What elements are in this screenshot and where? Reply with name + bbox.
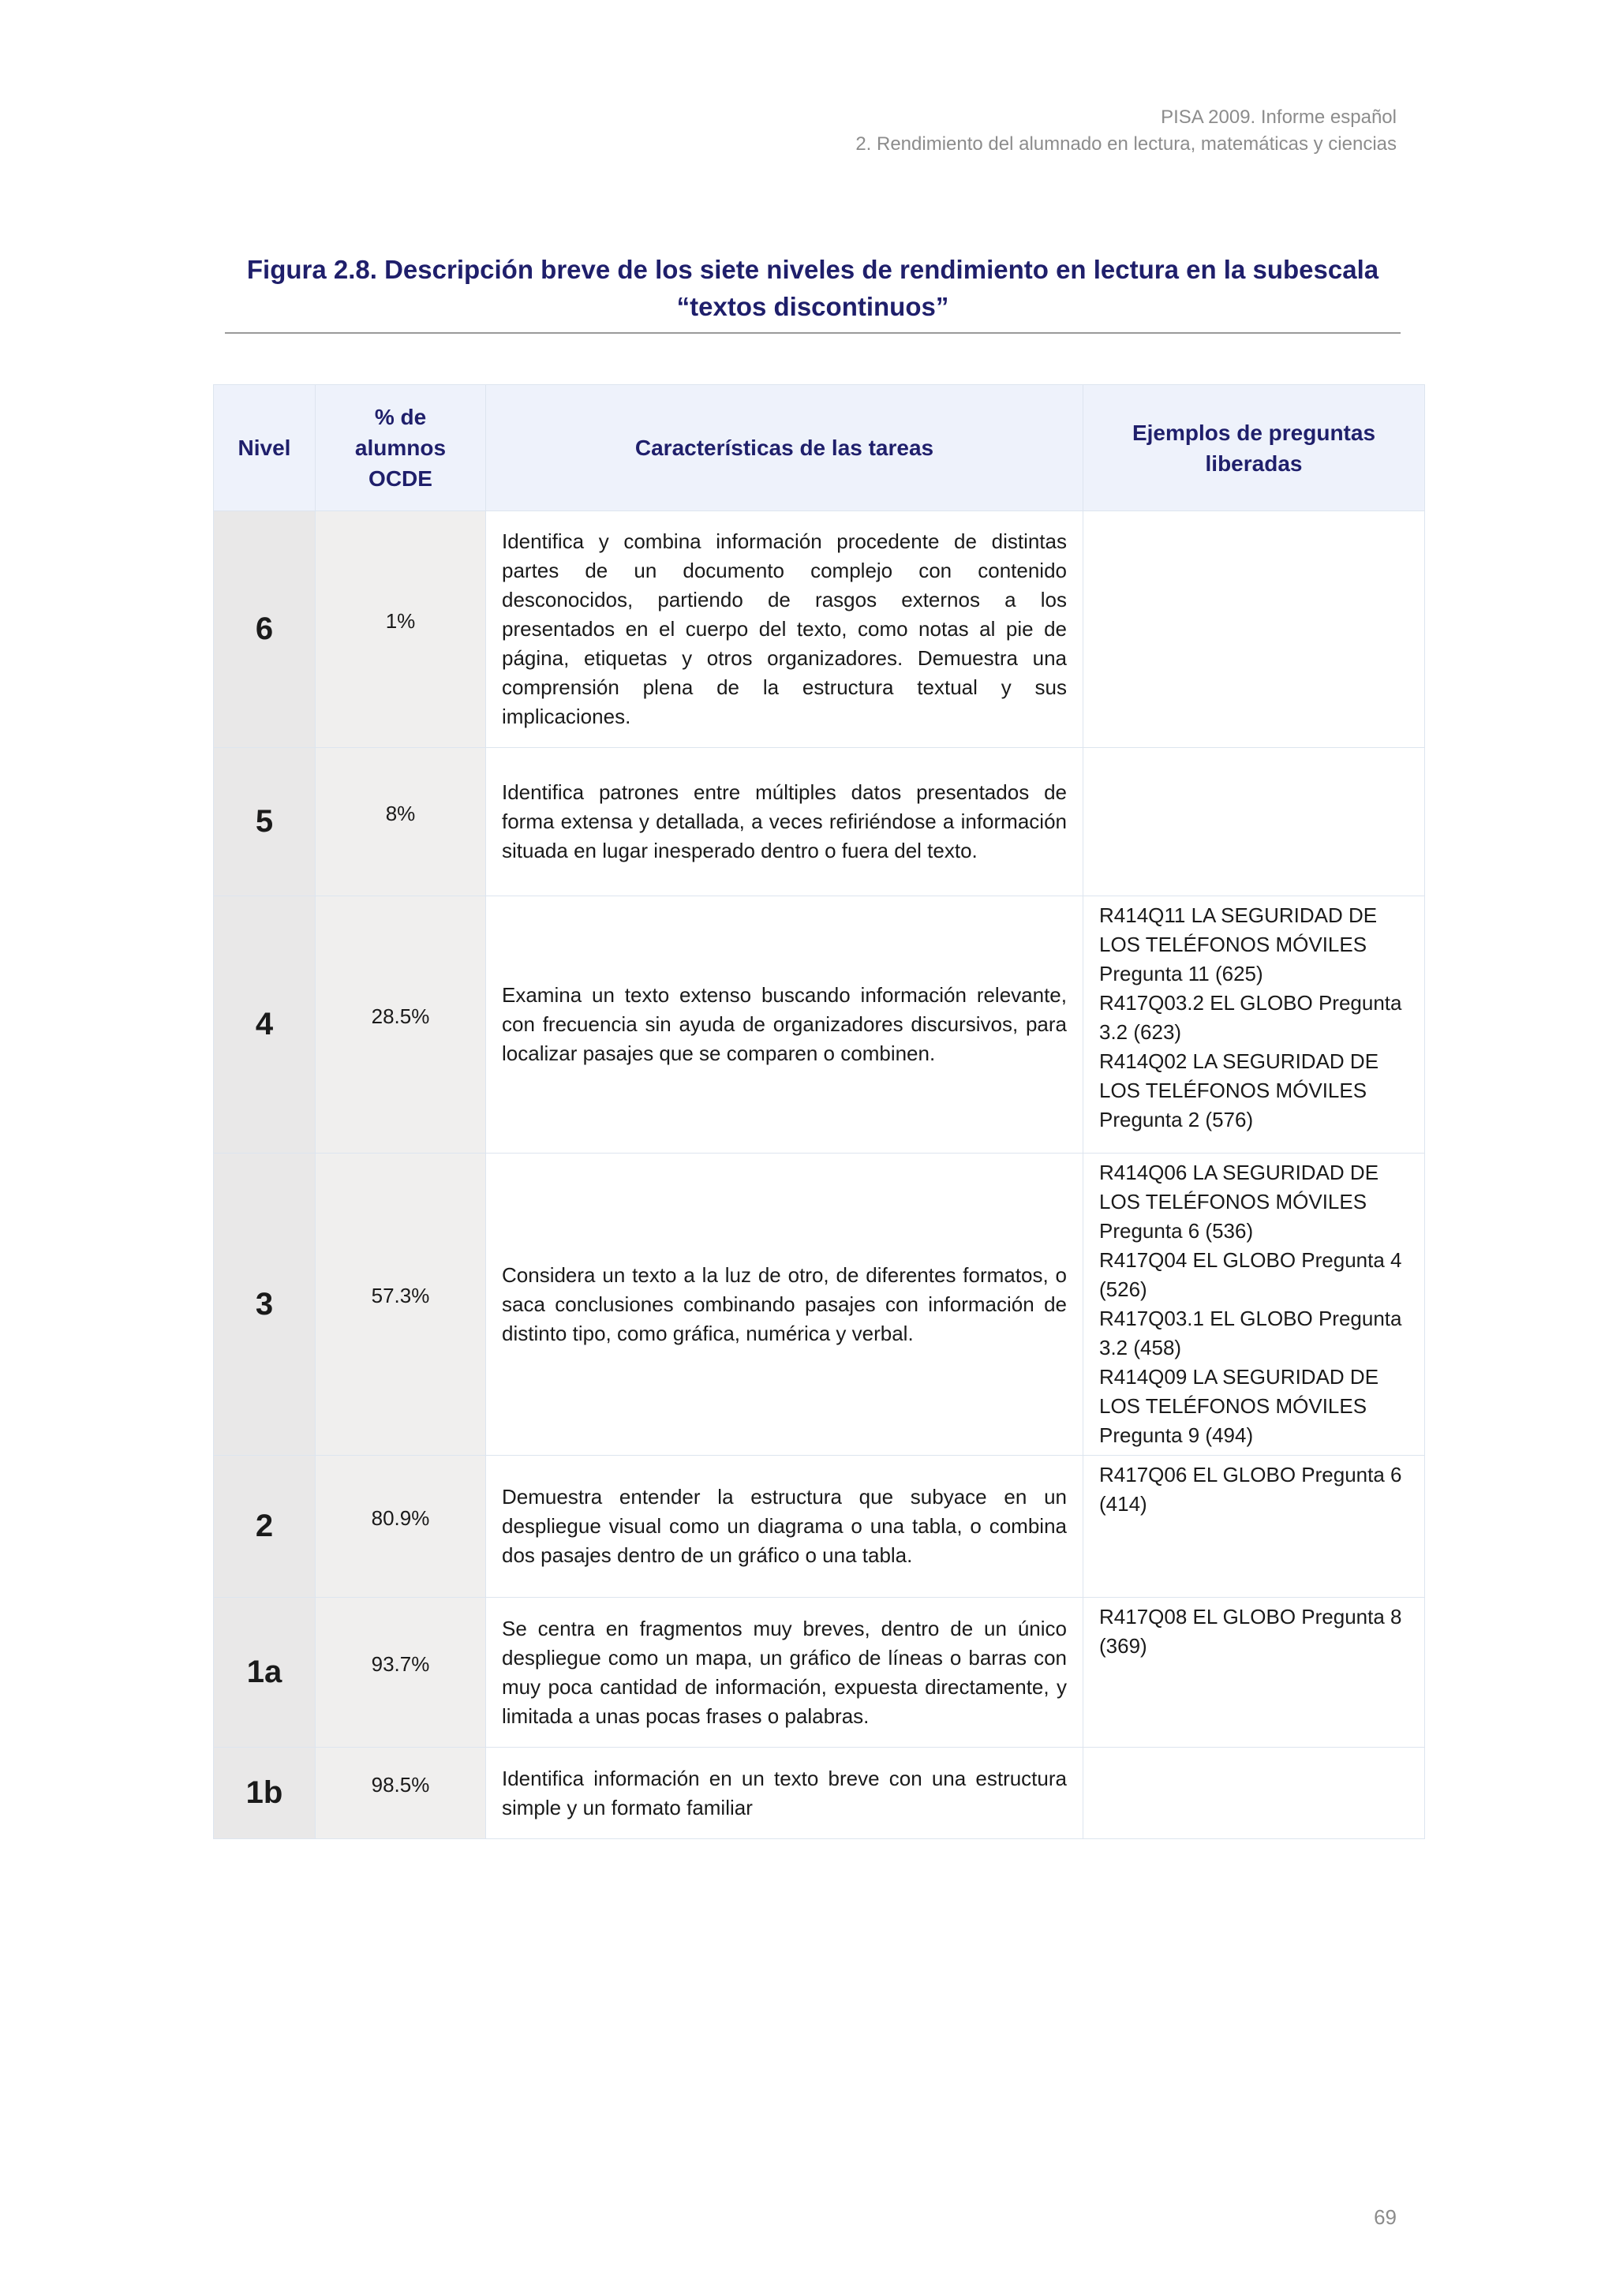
level-cell: 5	[214, 748, 316, 896]
examples-cell	[1083, 1456, 1425, 1598]
figure-title-line1: Figura 2.8. Descripción breve de los siete niveles de rendimiento en lectura en la subescala	[246, 255, 1379, 284]
header-chapter-title: 2. Rendimiento del alumnado en lectura, matemáticas y ciencias	[855, 133, 1397, 155]
task-description-cell: Identifica y combina información procedente de distintas partes de un documento complejo con contenido desconocidos, partiendo de rasgos externos a los presentados en el cuerpo del texto, como notas al pie de página, etiquetas y otros organizadores. Demuestra una comprensión plena de la estructura textual y sus implicaciones.	[486, 511, 1083, 748]
percent-cell: 57.3%	[316, 1154, 486, 1456]
table-row	[214, 748, 1425, 896]
level-cell: 6	[214, 511, 316, 748]
task-description-cell: Examina un texto extenso buscando información relevante, con frecuencia sin ayuda de organizadores discursivos, para localizar pasajes que se comparen o combinen.	[486, 896, 1083, 1154]
figure-title	[225, 251, 1401, 325]
examples-cell	[1083, 1598, 1425, 1748]
levels-table	[213, 384, 1425, 1839]
example-question: R417Q06 EL GLOBO Pregunta 6 (414)	[1099, 1463, 1402, 1516]
example-question: R417Q03.1 EL GLOBO Pregunta 3.2 (458)	[1099, 1307, 1402, 1359]
table-row	[214, 1748, 1425, 1839]
column-header-ejemplos: Ejemplos de preguntas liberadas	[1083, 385, 1425, 511]
table-row	[214, 896, 1425, 1154]
running-header	[855, 104, 1397, 158]
percent-cell: 98.5%	[316, 1748, 486, 1839]
percent-cell: 80.9%	[316, 1456, 486, 1598]
task-description-cell: Demuestra entender la estructura que subyace en un despliegue visual como un diagrama o una tabla, o combina dos pasajes dentro de un gráfico o una tabla.	[486, 1456, 1083, 1598]
examples-cell	[1083, 511, 1425, 748]
title-divider	[225, 332, 1401, 334]
table-row	[214, 511, 1425, 748]
figure-title-line2: “textos discontinuos”	[676, 292, 949, 321]
page-number: 69	[1374, 2205, 1397, 2229]
table-row	[214, 1598, 1425, 1748]
example-question: R414Q11 LA SEGURIDAD DE LOS TELÉFONOS MÓVILES Pregunta 11 (625)	[1099, 903, 1378, 985]
level-cell: 2	[214, 1456, 316, 1598]
column-header-pct: % de alumnos OCDE	[316, 385, 486, 511]
percent-cell: 1%	[316, 511, 486, 748]
example-question: R414Q06 LA SEGURIDAD DE LOS TELÉFONOS MÓVILES Pregunta 6 (536)	[1099, 1161, 1379, 1243]
example-question: R414Q09 LA SEGURIDAD DE LOS TELÉFONOS MÓVILES Pregunta 9 (494)	[1099, 1365, 1379, 1447]
task-description-cell: Identifica patrones entre múltiples datos presentados de forma extensa y detallada, a veces refiriéndose a información situada en lugar inesperado dentro o fuera del texto.	[486, 748, 1083, 896]
example-question: R417Q03.2 EL GLOBO Pregunta 3.2 (623)	[1099, 991, 1402, 1044]
examples-cell	[1083, 1154, 1425, 1456]
table-header-row	[214, 385, 1425, 511]
task-description-cell: Identifica información en un texto breve con una estructura simple y un formato familiar	[486, 1748, 1083, 1839]
level-cell: 4	[214, 896, 316, 1154]
header-report-title: PISA 2009. Informe español	[1161, 107, 1397, 128]
example-question: R414Q02 LA SEGURIDAD DE LOS TELÉFONOS MÓVILES Pregunta 2 (576)	[1099, 1049, 1379, 1131]
examples-cell	[1083, 1748, 1425, 1839]
table-row	[214, 1456, 1425, 1598]
example-question: R417Q08 EL GLOBO Pregunta 8 (369)	[1099, 1605, 1402, 1658]
percent-cell: 93.7%	[316, 1598, 486, 1748]
column-header-nivel: Nivel	[214, 385, 316, 511]
level-cell: 1b	[214, 1748, 316, 1839]
column-header-tareas: Características de las tareas	[486, 385, 1083, 511]
level-cell: 3	[214, 1154, 316, 1456]
percent-cell: 8%	[316, 748, 486, 896]
level-cell: 1a	[214, 1598, 316, 1748]
table-row	[214, 1154, 1425, 1456]
task-description-cell: Se centra en fragmentos muy breves, dentro de un único despliegue como un mapa, un gráfico de líneas o barras con muy poca cantidad de información, expuesta directamente, y limitada a unas pocas frases o palabras.	[486, 1598, 1083, 1748]
task-description-cell: Considera un texto a la luz de otro, de diferentes formatos, o saca conclusiones combinando pasajes con información de distinto tipo, como gráfica, numérica y verbal.	[486, 1154, 1083, 1456]
levels-table-body	[214, 511, 1425, 1839]
percent-cell: 28.5%	[316, 896, 486, 1154]
example-question: R417Q04 EL GLOBO Pregunta 4 (526)	[1099, 1248, 1402, 1301]
examples-cell	[1083, 748, 1425, 896]
examples-cell	[1083, 896, 1425, 1154]
